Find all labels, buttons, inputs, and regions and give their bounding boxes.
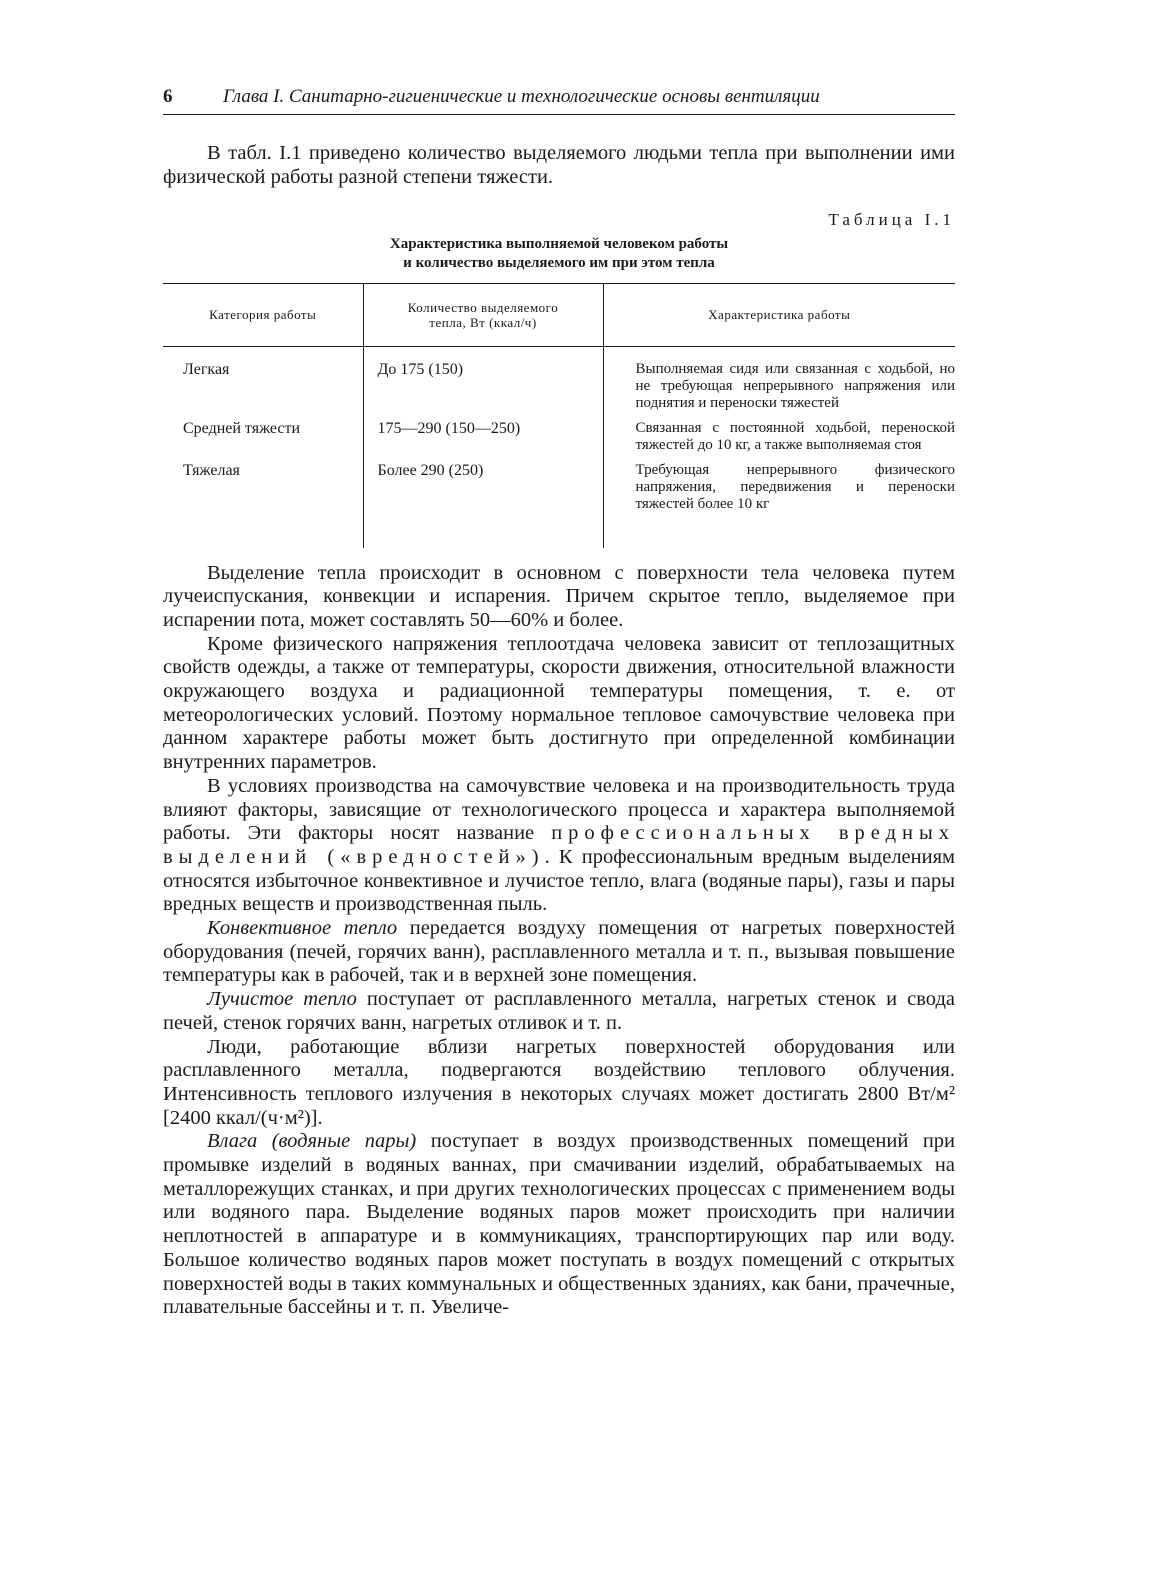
italic-term: Лучистое тепло — [207, 988, 357, 1011]
cell-heat: До 175 (150) — [363, 346, 603, 420]
paragraph — [163, 775, 955, 917]
paragraph-text: поступает в воздух производственных помещений при промывке изделий в водяных ваннах, при смачивании изделий, обрабатываемых на металлорежущих станках, и при других технологических процессах с применением воды или водяного пара. Выделение водяных паров может происходить при наличии неплотностей в аппаратуре и в коммуникациях, транспортирующих пар или воду. Большое количество водяных паров может поступать в воздух помещений с открытых поверхностей воды в таких коммунальных и общественных зданиях, как бани, прачечные, плавательные бассейны и т. п. Увеличе- — [163, 1130, 956, 1319]
table-row — [163, 346, 955, 420]
cell-heat: 175—290 (150—250) — [363, 420, 603, 462]
paragraph: Выделение тепла происходит в основном с поверхности тела человека путем лучеиспускания, конвекции и испарения. Причем скрытое тепло, выделяемое при испарении пота, может составлять 50—60% и более. — [163, 561, 955, 631]
paragraph — [163, 1130, 955, 1320]
column-header-description: Характеристика работы — [603, 283, 955, 346]
work-heat-table — [163, 283, 955, 548]
paragraph-text: передается воздуху помещения от нагретых поверхностей оборудования (печей, горячих ванн), расплавленного металла и т. п., вызывая повышение температуры как в рабочей, так и в верхней зоне помещения. — [163, 917, 955, 987]
column-header-category: Категория работы — [163, 283, 363, 346]
intro-paragraph: В табл. I.1 приведено количество выделяемого людьми тепла при выполнении ими физической работы разной степени тяжести. — [163, 142, 955, 188]
chapter-title: Глава I. Санитарно-гигиенические и технологические основы вентиляции — [223, 86, 820, 107]
paragraph: Кроме физического напряжения теплоотдача человека зависит от теплозащитных свойств одежды, а также от температуры, скорости движения, относительной влажности окружающего воздуха и радиационной температуры помещения, т. е. от метеорологических условий. Поэтому нормальное тепловое самочувствие человека при данном характере работы может быть достигнуто при определенной комбинации внутренних параметров. — [163, 632, 955, 774]
cell-description: Связанная с постоянной ходьбой, переноской тяжестей до 10 кг, а также выполняемая стоя — [603, 420, 955, 462]
table-caption-line: и количество выделяемого им при этом тепла — [403, 254, 715, 271]
body-text — [163, 562, 955, 1321]
table-caption-line: Характеристика выполняемой человеком работы — [389, 235, 729, 252]
table-caption — [163, 235, 955, 273]
italic-term: Влага (водяные пары) — [207, 1130, 417, 1153]
spaced-term: профессиональных вредных выделений («вредностей») — [163, 822, 956, 868]
table-row — [163, 420, 955, 462]
cell-description: Требующая непрерывного физического напряжения, передвижения и переноски тяжестей более 10 кг — [603, 462, 955, 548]
cell-category: Легкая — [183, 360, 230, 378]
table-row — [163, 462, 955, 548]
page-number: 6 — [163, 86, 173, 107]
cell-heat: Более 290 (250) — [363, 462, 603, 548]
paragraph — [163, 988, 955, 1035]
paragraph: Люди, работающие вблизи нагретых поверхностей оборудования или расплавленного металла, подвергаются воздействию теплового облучения. Интенсивность теплового излучения в некоторых случаях может достигать 2800 Вт/м² [2400 ккал/(ч·м²)]. — [163, 1035, 955, 1129]
paragraph-text: . К профессиональным вредным выделениям относятся избыточное конвективное и лучистое тепло, влага (водяные пары), газы и пары вредных веществ и производственная пыль. — [163, 845, 955, 916]
cell-category: Тяжелая — [183, 461, 240, 479]
italic-term: Конвективное тепло — [207, 917, 398, 940]
column-header-heat: Количество выделяемого тепла, Вт (ккал/ч) — [363, 283, 603, 346]
book-page — [163, 86, 955, 1320]
cell-description: Выполняемая сидя или связанная с ходьбой, но не требующая непрерывного напряжения или поднятия и переноски тяжестей — [603, 346, 955, 420]
paragraph — [163, 917, 955, 988]
table-label: Таблица I.1 — [828, 209, 955, 229]
cell-category: Средней тяжести — [183, 419, 301, 437]
paragraph-text: поступает от расплавленного металла, нагретых стенок и свода печей, стенок горячих ванн, нагретых отливок и т. п. — [163, 988, 955, 1034]
running-head — [163, 86, 955, 115]
paragraph-text: В условиях производства на самочувствие человека и на производительность труда влияют факторы, зависящие от технологического процесса и характера выполняемой работы. Эти факторы носят название — [163, 774, 955, 845]
table-header-row — [163, 283, 955, 346]
